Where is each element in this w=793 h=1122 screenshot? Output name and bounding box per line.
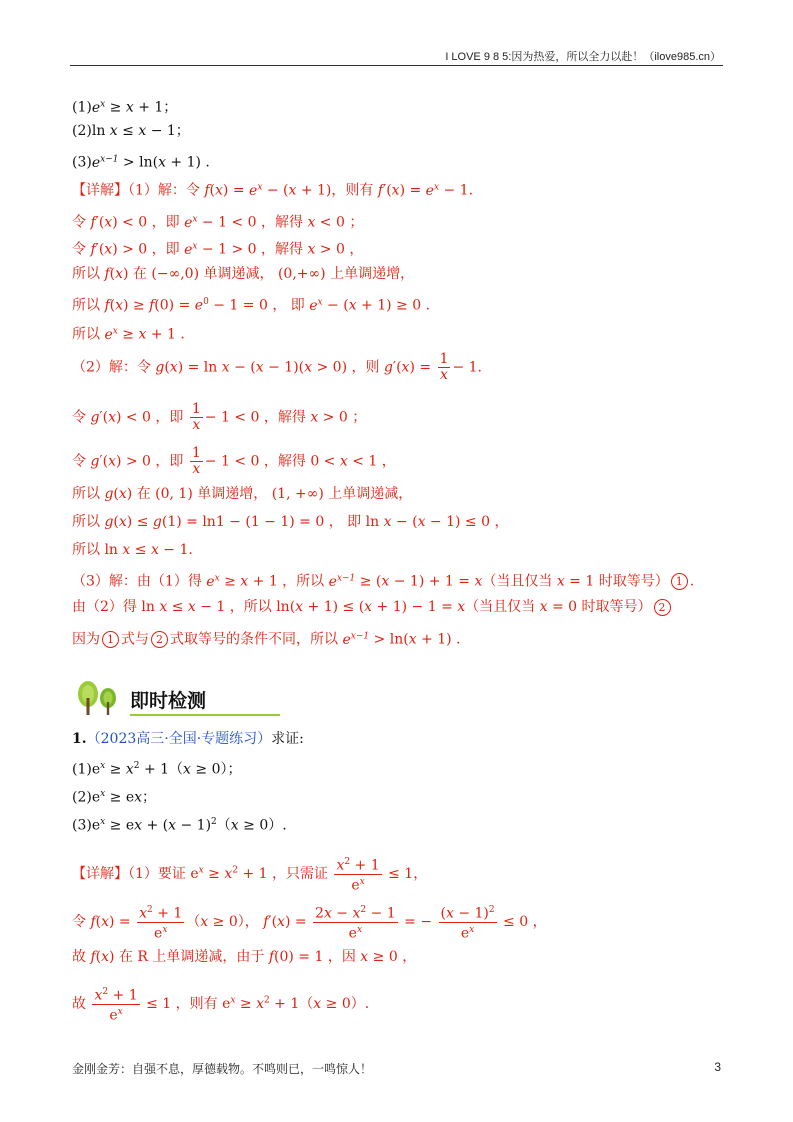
solution-2-line-3: 令 g′(x) > 0 ，即 $\frac{1}{x}$ − 1 < 0 ，解得 0 < x < 1 ， — [72, 445, 396, 477]
solution-3-line-3: 因为 1 式与 2 式取等号的条件不同，所以 $e^{x-1} > \ln(x + 1)$ . — [72, 631, 461, 648]
solution-1-line-6: 所以 $e^x \ge x + 1$ . — [72, 326, 185, 343]
exercise-solution-line-2: 令 f(x) = $\frac{x^2 + 1}{e^x}$ （x ≥ 0）， f′(x) = $\frac{2x - x^2 - 1}{e^x}$ = − $\frac{(x - 1)^2}{e^x}$ ≤ 0 ， — [72, 905, 547, 942]
solution-2-line-1: （2）解：令 g(x) = ln x − (x − 1)(x > 0) ，则 g′(x) = $\frac{1}{x}$ − 1. — [72, 351, 483, 383]
tree-icon — [72, 680, 128, 716]
solution-2-line-5: 所以 g(x) ≤ g(1) = ln1 − (1 − 1) = 0 ， 即 ln x − (x − 1) ≤ 0 ， — [72, 514, 509, 530]
section-underline — [130, 714, 280, 716]
section-heading — [72, 680, 252, 716]
exercise-item-1: $(1)e^x \ge x^2 + 1(x \ge 0)$； — [72, 761, 242, 778]
solution-1-line-2: 令 f′(x) < 0 ，即 $e^x - 1 < 0$ ，解得 x < 0 ； — [72, 214, 364, 231]
exercise-item-3: $(3)e^x$ ≥ ex + $(x - 1)^2(x \ge 0)$. — [72, 817, 287, 834]
solution-1-line-4: 所以 f(x) 在 (−∞,0) 单调递减， (0,+∞) 上单调递增， — [72, 266, 415, 282]
example-item-1: $(1)e^x \ge x + 1$； — [72, 99, 178, 116]
page-header: I LOVE 9 8 5:因为热爱，所以全力以赴！（ilove985.cn） — [445, 51, 721, 63]
section-title: 即时检测 — [130, 690, 207, 712]
header-rule — [70, 65, 723, 66]
exercise-header: 1.（2023高三·全国·专题练习）求证: — [72, 731, 304, 747]
exercise-item-2: $(2)e^x$ ≥ ex； — [72, 789, 157, 806]
exercise-solution-line-4: 故 $\frac{x^2 + 1}{e^x}$ ≤ 1 ，则有 $e^x \ge x^2 + 1(x \ge 0)$. — [72, 987, 370, 1024]
solution-1-line-3: 令 f′(x) > 0 ，即 $e^x - 1 > 0$ ，解得 x > 0 ， — [72, 241, 364, 258]
page-number: 3 — [714, 1060, 721, 1074]
solution-3-line-1: （3）解：由（1）得 $e^x \ge x + 1$ ，所以 $e^{x-1} \ge (x - 1) + 1 = x$（当且仅当 x = 1 时取等号） 1 . — [72, 573, 695, 590]
example-item-2: (2)ln x ≤ x − 1； — [72, 123, 190, 139]
solution-1-line-1: 【详解】（1）解：令 $f(x) = e^x - (x + 1)$，则有 $f'(x) = e^x - 1$. — [72, 182, 474, 199]
footer-motto: 金刚金芳：自强不息，厚德载物。不鸣则已，一鸣惊人！ — [72, 1062, 373, 1076]
exercise-solution-line-1: 【详解】（1）要证 $e^x \ge x^2 + 1$ ，只需证 $\frac{x^2 + 1}{e^x}$ ≤ 1， — [72, 857, 428, 894]
solution-2-line-2: 令 g′(x) < 0 ，即 $\frac{1}{x}$ − 1 < 0 ，解得 x > 0 ； — [72, 401, 367, 433]
solution-2-line-6: 所以 ln x ≤ x − 1. — [72, 542, 193, 558]
solution-1-line-5: 所以 $f(x) \ge f(0) = e^0 - 1 = 0$ ， 即 $e^x - (x + 1) \ge 0$ . — [72, 297, 431, 314]
solution-3-line-2: 由（2）得 ln x ≤ x − 1 ，所以 ln(x + 1) ≤ (x + 1) − 1 = x（当且仅当 x = 0 时取等号） 2 — [72, 598, 673, 616]
solution-2-line-4: 所以 g(x) 在 (0, 1) 单调递增， (1, +∞) 上单调递减， — [72, 486, 413, 502]
exercise-solution-line-3: 故 f(x) 在 R 上单调递减，由于 f(0) = 1 ，因 x ≥ 0 ， — [72, 949, 417, 965]
example-item-3: $(3)e^{x-1} > \ln(x + 1)$ . — [72, 154, 210, 171]
